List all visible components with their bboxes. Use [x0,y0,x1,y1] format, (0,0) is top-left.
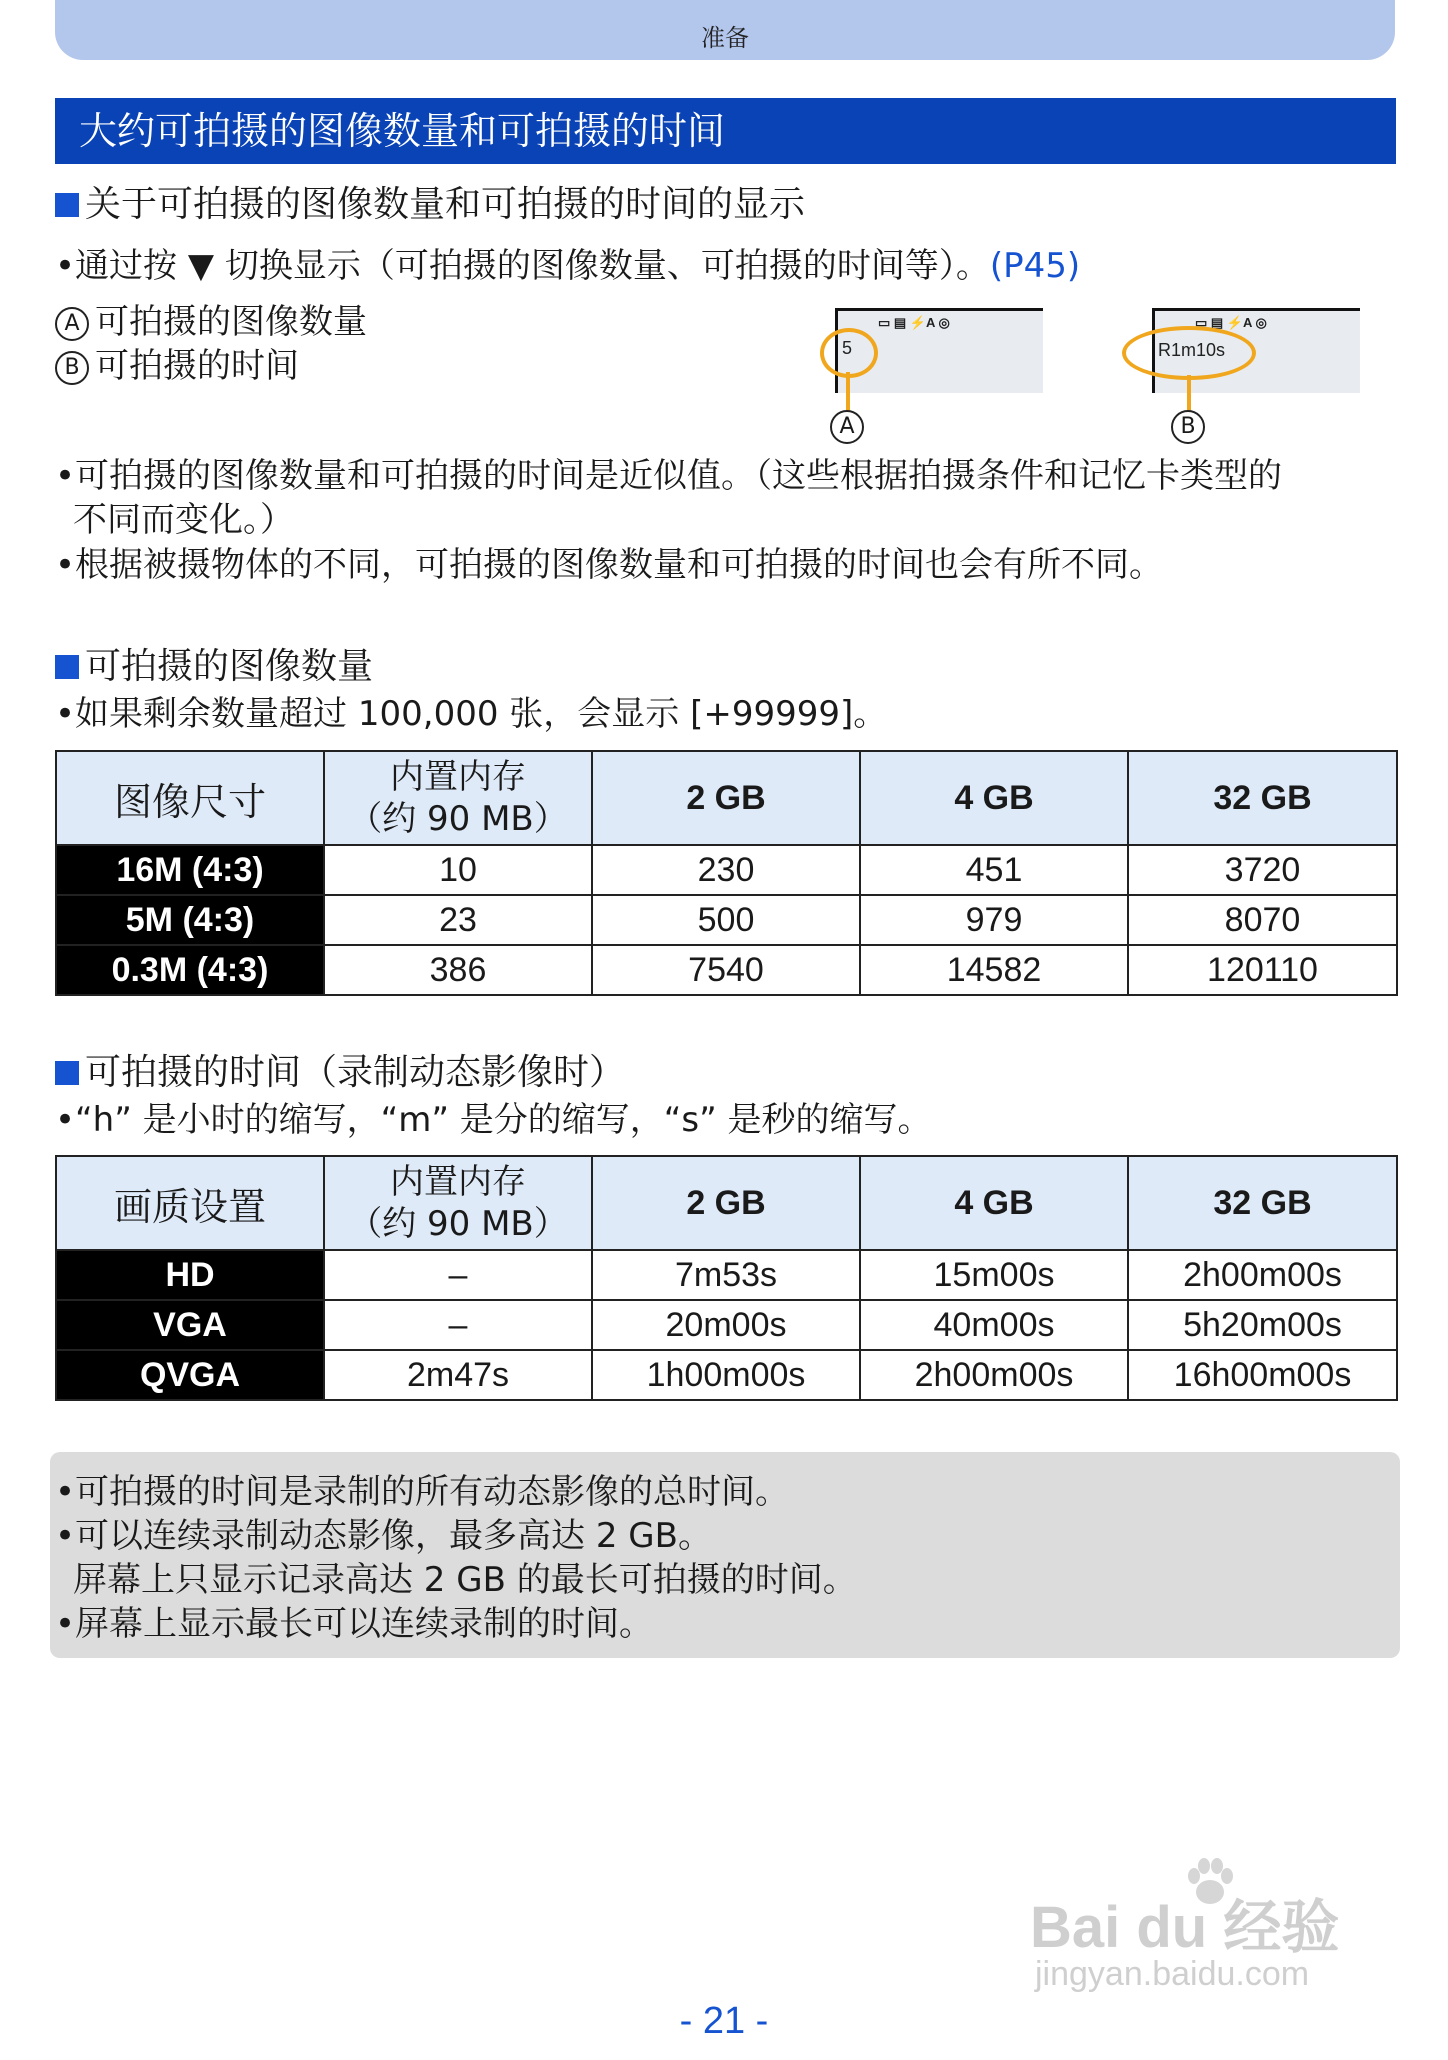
table-cell: 386 [324,945,592,995]
table-cell: 8070 [1128,895,1397,945]
table-cell: 451 [860,845,1128,895]
row-label: QVGA [56,1350,324,1400]
table-cell: 40m00s [860,1300,1128,1350]
table-cell: 2h00m00s [860,1350,1128,1400]
table-row [56,1250,1397,1300]
table-row [56,895,1397,945]
table-cell: 2m47s [324,1350,592,1400]
marker-a-callout-icon: A [830,410,864,444]
leader-line-a [846,372,850,412]
screen-status-icons: ▭ ▤ ⚡A ◎ [878,315,950,330]
col-header-quality: 画质设置 [56,1156,324,1250]
table-cell: 16h00m00s [1128,1350,1397,1400]
table-cell: – [324,1300,592,1350]
table-cell: 5h20m00s [1128,1300,1397,1350]
row-label: VGA [56,1300,324,1350]
table-cell: – [324,1250,592,1300]
table-cell: 20m00s [592,1300,860,1350]
table-header-row [56,751,1397,845]
note-line-2: •可以连续录制动态影像，最多高达 2 GB。 [55,1516,712,1556]
row-label: 0.3M (4:3) [56,945,324,995]
table-cell: 2h00m00s [1128,1250,1397,1300]
col-header-builtin: 内置内存 （约 90 MB） [324,1156,592,1250]
col-header-size: 图像尺寸 [56,751,324,845]
note-line-3: 屏幕上只显示记录高达 2 GB 的最长可拍摄的时间。 [73,1560,857,1600]
table-cell: 15m00s [860,1250,1128,1300]
screen-a-count: 5 [842,338,853,358]
chapter-tab: 准备 [55,0,1395,60]
square-bullet-icon [55,655,79,679]
table-cell: 7540 [592,945,860,995]
table-cell: 120110 [1128,945,1397,995]
legend-item-b: B 可拍摄的时间 [55,344,299,388]
row-label: 16M (4:3) [56,845,324,895]
marker-b-callout-icon: B [1171,410,1205,444]
watermark-url: jingyan.baidu.com [1035,1955,1310,1993]
col-header-2gb: 2 GB [592,751,860,845]
marker-b-icon: B [55,351,89,385]
time-note: •“h” 是小时的缩写，“m” 是分的缩写，“s” 是秒的缩写。 [55,1100,932,1140]
table-cell: 10 [324,845,592,895]
page-title: 大约可拍摄的图像数量和可拍摄的时间 [55,98,1396,164]
watermark-brand: Bai du 经验 [1030,1895,1340,1960]
table-row [56,845,1397,895]
table-header-row [56,1156,1397,1250]
leader-line-b [1187,375,1191,412]
images-note: •如果剩余数量超过 100,000 张，会显示 [+99999]。 [55,694,888,734]
col-header-2gb: 2 GB [592,1156,860,1250]
table-cell: 23 [324,895,592,945]
section-heading-display: 关于可拍摄的图像数量和可拍摄的时间的显示 [55,183,805,227]
table-cell: 979 [860,895,1128,945]
display-bullet-1: •通过按 ▼ 切换显示（可拍摄的图像数量、可拍摄的时间等）。(P45) [55,246,1081,286]
screen-status-icons: ▭ ▤ ⚡A ◎ [1195,315,1267,330]
screen-b-time: R1m10s [1158,340,1226,360]
table-row [56,945,1397,995]
table-cell: 230 [592,845,860,895]
table-cell: 14582 [860,945,1128,995]
table-cell: 3720 [1128,845,1397,895]
square-bullet-icon [55,1061,79,1085]
square-bullet-icon [55,193,79,217]
table-cell: 1h00m00s [592,1350,860,1400]
col-header-32gb: 32 GB [1128,751,1397,845]
row-label: HD [56,1250,324,1300]
note-line-4: •屏幕上显示最长可以连续录制的时间。 [55,1604,654,1644]
page-number: - 21 - [679,2000,769,2042]
display-note-1-cont: 不同而变化。） [73,500,294,540]
col-header-32gb: 32 GB [1128,1156,1397,1250]
table-cell: 500 [592,895,860,945]
time-table [55,1155,1398,1401]
note-line-1: •可拍摄的时间是录制的所有动态影像的总时间。 [55,1472,790,1512]
display-note-1: •可拍摄的图像数量和可拍摄的时间是近似值。（这些根据拍摄条件和记忆卡类型的 [55,456,1283,496]
images-table [55,750,1398,996]
col-header-4gb: 4 GB [860,751,1128,845]
row-label: 5M (4:3) [56,895,324,945]
display-note-2: •根据被摄物体的不同，可拍摄的图像数量和可拍摄的时间也会有所不同。 [55,545,1164,585]
section-heading-time: 可拍摄的时间（录制动态影像时） [55,1051,625,1095]
legend-item-a: A 可拍摄的图像数量 [55,300,367,344]
col-header-4gb: 4 GB [860,1156,1128,1250]
table-row [56,1300,1397,1350]
table-cell: 7m53s [592,1250,860,1300]
col-header-builtin: 内置内存 （约 90 MB） [324,751,592,845]
table-row [56,1350,1397,1400]
marker-a-icon: A [55,307,89,341]
page-link[interactable]: (P45) [989,246,1081,286]
section-heading-images: 可拍摄的图像数量 [55,645,373,689]
